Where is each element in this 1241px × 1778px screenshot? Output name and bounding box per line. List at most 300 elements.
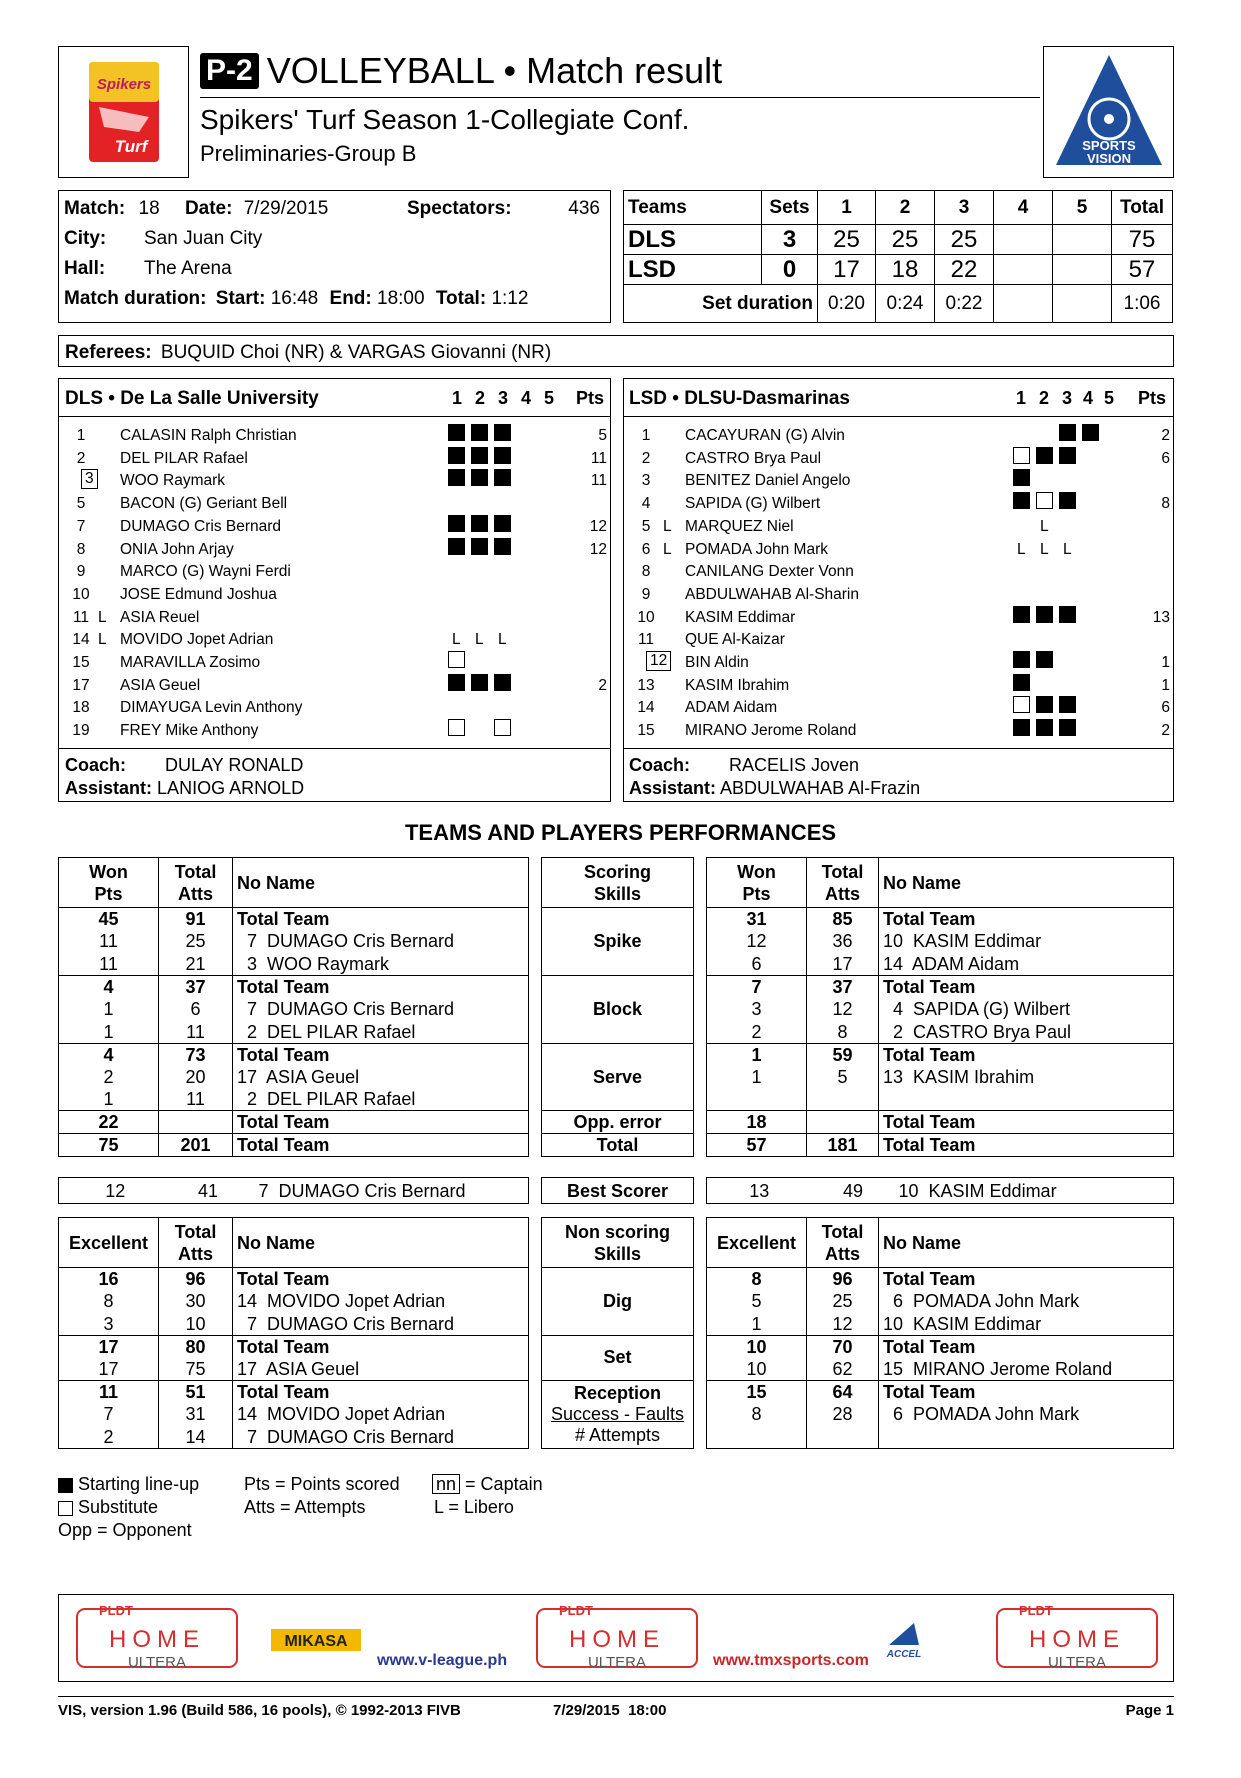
sponsor-banner bbox=[58, 1594, 1174, 1682]
player-name: MOVIDO Jopet Adrian bbox=[120, 631, 274, 649]
hall-row bbox=[64, 258, 232, 280]
skill-total: Total bbox=[542, 1133, 694, 1156]
player-name: MARQUEZ Niel bbox=[685, 517, 794, 535]
stat-attempts: 85 bbox=[807, 908, 879, 931]
referees-label: Referees: bbox=[65, 342, 152, 363]
team-a-assistant-row bbox=[65, 778, 304, 799]
player-name: WOO Raymark bbox=[120, 472, 226, 490]
match-number: 18 bbox=[138, 198, 160, 219]
player-points: 1 bbox=[1161, 676, 1170, 694]
stat-attempts: 64 bbox=[807, 1380, 879, 1403]
score-a-5 bbox=[1053, 225, 1112, 255]
stat-player: Total Team bbox=[879, 1133, 1174, 1156]
player-row bbox=[623, 560, 1174, 583]
stat-value bbox=[707, 1088, 807, 1111]
stat-attempts: 37 bbox=[807, 975, 879, 998]
stat-value bbox=[707, 1426, 807, 1449]
phase-name: Preliminaries-Group B bbox=[200, 141, 417, 166]
match-date: 7/29/2015 bbox=[243, 198, 329, 219]
hall-value: The Arena bbox=[144, 258, 232, 279]
footer-rule bbox=[58, 1696, 1174, 1697]
hdr-noname: No Name bbox=[233, 858, 529, 908]
stat-attempts: 8 bbox=[807, 1020, 879, 1043]
captain-box-icon: nn bbox=[432, 1474, 460, 1494]
best-scorer-label bbox=[541, 1177, 694, 1204]
player-name: ONIA John Arjay bbox=[120, 540, 234, 558]
footer-page: Page 1 bbox=[1125, 1702, 1174, 1719]
stat-value: 17 bbox=[59, 1335, 159, 1358]
stat-attempts bbox=[159, 1111, 233, 1134]
player-row: 3 WOO Raymark 11 bbox=[58, 469, 611, 492]
skill-dig: Dig bbox=[542, 1268, 694, 1336]
svg-text:VISION: VISION bbox=[1086, 151, 1132, 166]
player-name: DIMAYUGA Levin Anthony bbox=[120, 699, 303, 717]
left-logo-box bbox=[58, 46, 189, 178]
player-number: 4 bbox=[641, 495, 651, 513]
legend-atts: Atts = Attempts bbox=[244, 1497, 366, 1517]
stat-value: 2 bbox=[707, 1020, 807, 1043]
player-name: SAPIDA (G) Wilbert bbox=[685, 495, 821, 513]
player-points: 2 bbox=[1161, 722, 1170, 740]
player-number: 11 bbox=[72, 608, 90, 626]
player-number: 2 bbox=[641, 449, 651, 467]
sponsor-logos bbox=[59, 1595, 1173, 1681]
stat-attempts: 91 bbox=[159, 908, 233, 931]
player-name: BIN Aldin bbox=[685, 654, 749, 671]
legend-start-text: Starting line-up bbox=[78, 1474, 200, 1494]
city-value: San Juan City bbox=[144, 228, 263, 249]
legend bbox=[58, 1472, 658, 1542]
stat-player: 2 CASTRO Brya Paul bbox=[879, 1020, 1174, 1043]
stat-value: 2 bbox=[59, 1066, 159, 1089]
player-number: 19 bbox=[72, 722, 90, 740]
player-number: 8 bbox=[76, 540, 86, 558]
libero-set-mark: L bbox=[1040, 517, 1049, 535]
stat-player: Total Team bbox=[233, 1380, 529, 1403]
start-time: 16:48 bbox=[270, 288, 319, 309]
player-points: 2 bbox=[598, 676, 607, 694]
player-name: ASIA Geuel bbox=[120, 676, 201, 694]
stat-attempts: 96 bbox=[807, 1268, 879, 1291]
stat-attempts: 21 bbox=[159, 953, 233, 976]
footer-datetime: 7/29/2015 18:00 bbox=[553, 1702, 667, 1719]
match-info-row1 bbox=[64, 198, 608, 220]
svg-text:MIKASA: MIKASA bbox=[284, 1633, 348, 1650]
player-row bbox=[623, 696, 1174, 719]
player-name: MARAVILLA Zosimo bbox=[120, 654, 261, 671]
player-row bbox=[58, 560, 611, 583]
page-code-badge: P-2 bbox=[200, 53, 259, 89]
stat-value: 6 bbox=[707, 953, 807, 976]
match-label: Match: bbox=[64, 198, 126, 219]
player-number: 3 bbox=[641, 472, 651, 490]
player-name: KASIM Eddimar bbox=[685, 608, 796, 626]
hdr-col1: Excellent bbox=[707, 1218, 807, 1268]
score-team-a: DLS bbox=[624, 225, 762, 255]
stat-player: Total Team bbox=[233, 975, 529, 998]
scoring-right-table bbox=[706, 857, 1174, 1157]
stat-attempts: 11 bbox=[159, 1088, 233, 1111]
stat-player: 14 ADAM Aidam bbox=[879, 953, 1174, 976]
score-b-1: 17 bbox=[818, 255, 876, 285]
page-title: VOLLEYBALL • Match result bbox=[266, 50, 723, 91]
libero-set-mark: L bbox=[1017, 540, 1026, 558]
starting-square-icon bbox=[58, 1478, 73, 1493]
legend-start bbox=[58, 1474, 199, 1495]
setdur-4 bbox=[994, 285, 1053, 323]
spikers-turf-logo bbox=[59, 47, 188, 177]
player-row bbox=[623, 469, 1174, 492]
team-b-players bbox=[623, 424, 1174, 744]
player-row bbox=[58, 696, 611, 719]
stat-value: 8 bbox=[59, 1290, 159, 1313]
score-a-3: 25 bbox=[935, 225, 994, 255]
player-number: 10 bbox=[637, 608, 655, 626]
player-name: QUE Al-Kaizar bbox=[685, 631, 785, 649]
stat-value: 10 bbox=[707, 1335, 807, 1358]
player-points: 13 bbox=[1152, 608, 1170, 626]
stat-player: 14 MOVIDO Jopet Adrian bbox=[233, 1290, 529, 1313]
setdur-3: 0:22 bbox=[935, 285, 994, 323]
player-number: 1 bbox=[76, 427, 86, 444]
stat-attempts: 10 bbox=[159, 1313, 233, 1336]
player-points: 6 bbox=[1161, 449, 1170, 467]
right-logo-box bbox=[1043, 46, 1174, 178]
skill-opperror: Opp. error bbox=[542, 1111, 694, 1134]
team-b-header-rule bbox=[623, 416, 1174, 417]
stat-attempts bbox=[807, 1088, 879, 1111]
stat-value: 1 bbox=[59, 1020, 159, 1043]
score-table bbox=[623, 190, 1173, 323]
stat-player: Total Team bbox=[233, 908, 529, 931]
stat-value: 10 bbox=[707, 1358, 807, 1381]
score-a-1: 25 bbox=[818, 225, 876, 255]
stat-attempts: 31 bbox=[159, 1403, 233, 1426]
stat-value: 1 bbox=[707, 1313, 807, 1336]
best-right-name: 10 KASIM Eddimar bbox=[898, 1180, 1057, 1201]
stat-player: 14 MOVIDO Jopet Adrian bbox=[233, 1403, 529, 1426]
player-name: BENITEZ Daniel Angelo bbox=[685, 472, 851, 490]
hdr-noname: No Name bbox=[879, 858, 1174, 908]
player-name: JOSE Edmund Joshua bbox=[120, 585, 277, 603]
player-name: POMADA John Mark bbox=[685, 540, 828, 558]
svg-text:ULTERA: ULTERA bbox=[127, 1654, 187, 1671]
stat-player: 10 KASIM Eddimar bbox=[879, 1313, 1174, 1336]
score-a-total: 75 bbox=[1112, 225, 1173, 255]
setdur-2: 0:24 bbox=[876, 285, 935, 323]
stat-player: 6 POMADA John Mark bbox=[879, 1290, 1174, 1313]
score-b-4 bbox=[994, 255, 1053, 285]
libero-mark: L bbox=[98, 631, 107, 649]
stat-player: 6 POMADA John Mark bbox=[879, 1403, 1174, 1426]
accel-logo bbox=[886, 1623, 921, 1660]
stat-attempts: 12 bbox=[807, 1313, 879, 1336]
stat-attempts: 70 bbox=[807, 1335, 879, 1358]
stat-attempts: 28 bbox=[807, 1403, 879, 1426]
score-sets-a: 3 bbox=[762, 225, 818, 255]
legend-captain-text: = Captain bbox=[465, 1474, 543, 1494]
referees-names: BUQUID Choi (NR) & VARGAS Giovanni (NR) bbox=[160, 342, 552, 363]
team-a-title: DLS • De La Salle University bbox=[65, 388, 319, 409]
assistant-label: Assistant: bbox=[65, 778, 153, 798]
stat-attempts: 36 bbox=[807, 930, 879, 953]
stat-player: 7 DUMAGO Cris Bernard bbox=[233, 1313, 529, 1336]
setdur-5 bbox=[1053, 285, 1112, 323]
stat-value: 3 bbox=[59, 1313, 159, 1336]
reception-sub2: # Attempts bbox=[574, 1424, 661, 1445]
stat-player bbox=[879, 1426, 1174, 1449]
event-name: Spikers' Turf Season 1-Collegiate Conf. bbox=[200, 104, 690, 135]
total-label: Total: bbox=[435, 288, 487, 309]
stat-player: Total Team bbox=[233, 1043, 529, 1066]
player-row bbox=[58, 447, 611, 470]
stat-attempts: 73 bbox=[159, 1043, 233, 1066]
player-name: KASIM Ibrahim bbox=[685, 676, 790, 694]
player-number: 8 bbox=[641, 563, 651, 581]
stat-player: 17 ASIA Geuel bbox=[233, 1358, 529, 1381]
hdr-set5: 5 bbox=[1053, 191, 1112, 225]
pldt-home-logo-2 bbox=[537, 1603, 697, 1671]
svg-text:Turf: Turf bbox=[114, 137, 148, 156]
player-row: 12 BIN Aldin 1 bbox=[623, 651, 1174, 674]
stat-value: 75 bbox=[59, 1133, 159, 1156]
libero-set-mark: L bbox=[475, 631, 484, 649]
hall-label: Hall: bbox=[64, 258, 106, 279]
player-number: 14 bbox=[72, 631, 90, 649]
stat-value: 8 bbox=[707, 1403, 807, 1426]
nonscoring-right-table bbox=[706, 1217, 1174, 1449]
player-number: 18 bbox=[72, 699, 90, 717]
team-a-assistant: LANIOG ARNOLD bbox=[157, 778, 305, 798]
stat-value: 4 bbox=[59, 975, 159, 998]
hdr-set4: 4 bbox=[994, 191, 1053, 225]
stat-value: 18 bbox=[707, 1111, 807, 1134]
score-team-b: LSD bbox=[624, 255, 762, 285]
performances-title: TEAMS AND PLAYERS PERFORMANCES bbox=[404, 820, 837, 845]
svg-text:HOME: HOME bbox=[569, 1626, 665, 1653]
set-duration-label: Set duration bbox=[624, 285, 818, 323]
player-points: 8 bbox=[1161, 495, 1170, 513]
footer-version: VIS, version 1.96 (Build 586, 16 pools), © 1992-2013 FIVB bbox=[58, 1702, 461, 1719]
score-b-total: 57 bbox=[1112, 255, 1173, 285]
stat-attempts: 25 bbox=[807, 1290, 879, 1313]
stat-attempts: 5 bbox=[807, 1066, 879, 1089]
svg-text:Spikers: Spikers bbox=[96, 76, 152, 93]
stat-value: 22 bbox=[59, 1111, 159, 1134]
assistant-label: Assistant: bbox=[629, 778, 717, 798]
stat-attempts: 17 bbox=[807, 953, 879, 976]
mikasa-logo bbox=[271, 1629, 361, 1651]
legend-pts: Pts = Points scored bbox=[244, 1474, 400, 1494]
stat-player: Total Team bbox=[879, 1111, 1174, 1134]
libero-mark: L bbox=[663, 517, 672, 535]
stat-player: Total Team bbox=[233, 1268, 529, 1291]
legend-opp: Opp = Opponent bbox=[58, 1520, 192, 1540]
best-scorer-right bbox=[706, 1177, 1174, 1204]
hdr-scoring-skills: Scoring Skills bbox=[542, 858, 694, 908]
svg-text:ULTERA: ULTERA bbox=[1047, 1654, 1107, 1671]
hdr-noname: No Name bbox=[233, 1218, 529, 1268]
stat-value: 11 bbox=[59, 1380, 159, 1403]
skill-set: Set bbox=[542, 1335, 694, 1380]
player-row bbox=[58, 538, 611, 561]
coach-label: Coach: bbox=[629, 755, 691, 775]
end-time: 18:00 bbox=[377, 288, 425, 309]
stat-player: Total Team bbox=[879, 1380, 1174, 1403]
stat-value: 3 bbox=[707, 998, 807, 1021]
referees-box bbox=[58, 335, 1174, 367]
stat-attempts: 25 bbox=[159, 930, 233, 953]
stat-player: 7 DUMAGO Cris Bernard bbox=[233, 998, 529, 1021]
tmx-url: www.tmxsports.com bbox=[713, 1652, 869, 1669]
stat-player: 2 DEL PILAR Rafael bbox=[233, 1020, 529, 1043]
stat-player: 17 ASIA Geuel bbox=[233, 1066, 529, 1089]
player-row bbox=[623, 447, 1174, 470]
stat-value: 57 bbox=[707, 1133, 807, 1156]
player-row bbox=[623, 674, 1174, 697]
player-number: 10 bbox=[72, 585, 90, 603]
stat-value: 1 bbox=[59, 998, 159, 1021]
score-b-3: 22 bbox=[935, 255, 994, 285]
start-label: Start: bbox=[215, 288, 266, 309]
stat-player: Total Team bbox=[879, 908, 1174, 931]
team-b-pts-label: Pts bbox=[1138, 388, 1167, 408]
libero-set-mark: L bbox=[498, 631, 507, 649]
player-name: DUMAGO Cris Bernard bbox=[120, 517, 282, 535]
team-a-pts-label: Pts bbox=[576, 388, 605, 408]
team-b-assistant: ABDULWAHAB Al-Frazin bbox=[720, 778, 921, 798]
svg-text:HOME: HOME bbox=[1029, 1626, 1125, 1653]
stat-player: 15 MIRANO Jerome Roland bbox=[879, 1358, 1174, 1381]
player-name: MIRANO Jerome Roland bbox=[685, 722, 857, 740]
best-left-pts: 12 bbox=[105, 1180, 126, 1201]
stat-attempts: 6 bbox=[159, 998, 233, 1021]
hdr-set2: 2 bbox=[876, 191, 935, 225]
stat-player: Total Team bbox=[233, 1111, 529, 1134]
scoring-left-table bbox=[58, 857, 529, 1157]
stat-player: 10 KASIM Eddimar bbox=[879, 930, 1174, 953]
legend-sub-text: Substitute bbox=[78, 1497, 159, 1517]
player-row bbox=[623, 492, 1174, 515]
setdur-total: 1:06 bbox=[1112, 285, 1173, 323]
player-name: CASTRO Brya Paul bbox=[685, 449, 822, 467]
stat-attempts bbox=[807, 1111, 879, 1134]
stat-player: 2 DEL PILAR Rafael bbox=[233, 1088, 529, 1111]
setdur-1: 0:20 bbox=[818, 285, 876, 323]
hdr-total: Total bbox=[1112, 191, 1173, 225]
player-name: CACAYURAN (G) Alvin bbox=[685, 427, 845, 444]
spectators-count: 436 bbox=[568, 198, 600, 219]
stat-player bbox=[879, 1088, 1174, 1111]
stat-value: 11 bbox=[59, 953, 159, 976]
svg-text:PLDT: PLDT bbox=[99, 1603, 133, 1618]
best-right-atts: 49 bbox=[842, 1180, 864, 1201]
stat-attempts: 30 bbox=[159, 1290, 233, 1313]
player-number: 15 bbox=[72, 654, 90, 671]
player-points: 5 bbox=[598, 427, 607, 444]
best-left-name: 7 DUMAGO Cris Bernard bbox=[248, 1180, 466, 1201]
legend-sub bbox=[58, 1497, 158, 1518]
stat-player: Total Team bbox=[879, 1043, 1174, 1066]
team-a-coach: DULAY RONALD bbox=[165, 755, 304, 775]
stat-value: 2 bbox=[59, 1426, 159, 1449]
hdr-col2: Total Atts bbox=[159, 1218, 233, 1268]
player-row bbox=[58, 424, 611, 447]
svg-text:ULTERA: ULTERA bbox=[587, 1654, 647, 1671]
player-points: 1 bbox=[1161, 654, 1170, 671]
skill-serve: Serve bbox=[542, 1043, 694, 1111]
stat-value: 16 bbox=[59, 1268, 159, 1291]
stat-attempts: 181 bbox=[807, 1133, 879, 1156]
date-label: Date: bbox=[184, 198, 233, 219]
player-points: 12 bbox=[589, 517, 607, 535]
hdr-sets: Sets bbox=[762, 191, 818, 225]
score-a-4 bbox=[994, 225, 1053, 255]
hdr-col2: Total Atts bbox=[807, 858, 879, 908]
stat-attempts bbox=[807, 1426, 879, 1449]
score-sets-b: 0 bbox=[762, 255, 818, 285]
stat-attempts: 37 bbox=[159, 975, 233, 998]
team-a-coach-row bbox=[65, 755, 304, 776]
stat-player: Total Team bbox=[879, 975, 1174, 998]
stat-value: 1 bbox=[707, 1043, 807, 1066]
pldt-home-logo-1 bbox=[77, 1603, 237, 1671]
libero-mark: L bbox=[98, 608, 107, 626]
stat-value: 45 bbox=[59, 908, 159, 931]
hdr-col1: Won Pts bbox=[59, 858, 159, 908]
team-b-title: LSD • DLSU-Dasmarinas bbox=[629, 388, 850, 409]
stat-attempts: 20 bbox=[159, 1066, 233, 1089]
stat-attempts: 80 bbox=[159, 1335, 233, 1358]
hdr-col1: Won Pts bbox=[707, 858, 807, 908]
best-scorer-title: Best Scorer bbox=[566, 1180, 669, 1201]
svg-text:SPORTS: SPORTS bbox=[1082, 138, 1136, 153]
stat-attempts: 11 bbox=[159, 1020, 233, 1043]
best-scorer-left bbox=[58, 1177, 529, 1204]
vleague-url: www.v-league.ph bbox=[377, 1652, 508, 1669]
legend-libero: L = Libero bbox=[434, 1497, 514, 1517]
best-right-pts: 13 bbox=[749, 1180, 770, 1201]
substitute-square-icon bbox=[58, 1501, 73, 1516]
libero-set-mark: L bbox=[452, 631, 461, 649]
stat-attempts: 12 bbox=[807, 998, 879, 1021]
player-name: BACON (G) Geriant Bell bbox=[120, 495, 288, 513]
stat-attempts: 201 bbox=[159, 1133, 233, 1156]
player-number: 7 bbox=[76, 517, 86, 535]
reception-sub1: Success - Faults bbox=[550, 1403, 685, 1424]
stat-value: 11 bbox=[59, 930, 159, 953]
stat-player: Total Team bbox=[879, 1268, 1174, 1291]
total-time: 1:12 bbox=[491, 288, 529, 309]
team-b-footer-rule bbox=[623, 748, 1174, 749]
header-title-row bbox=[200, 50, 1040, 90]
stat-attempts: 96 bbox=[159, 1268, 233, 1291]
player-row bbox=[58, 606, 611, 629]
player-number: 5 bbox=[641, 517, 651, 535]
player-name: ASIA Reuel bbox=[120, 608, 200, 626]
team-a-players bbox=[58, 424, 611, 744]
svg-text:ACCEL: ACCEL bbox=[886, 1649, 922, 1660]
player-row bbox=[58, 651, 611, 674]
player-number: 11 bbox=[637, 631, 655, 649]
libero-set-mark: L bbox=[1040, 540, 1049, 558]
svg-text:PLDT: PLDT bbox=[1019, 1603, 1053, 1618]
skill-block: Block bbox=[542, 975, 694, 1043]
player-row bbox=[623, 424, 1174, 447]
hdr-col2: Total Atts bbox=[159, 858, 233, 908]
stat-attempts: 59 bbox=[807, 1043, 879, 1066]
stat-player: 7 DUMAGO Cris Bernard bbox=[233, 930, 529, 953]
